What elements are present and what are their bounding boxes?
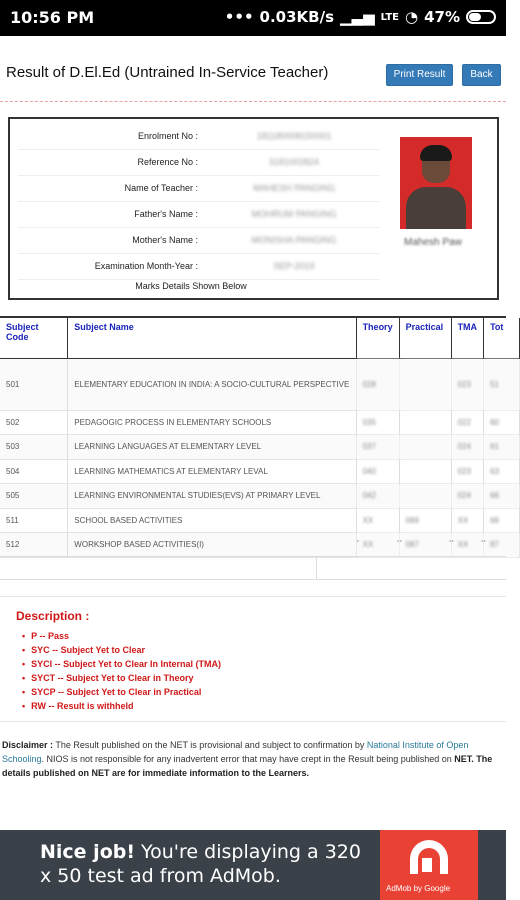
cell-theory: 035	[356, 410, 399, 435]
info-value: MONISHA PANGING	[208, 227, 380, 253]
lte-label: LTE	[380, 11, 399, 23]
table-row	[0, 435, 520, 460]
info-row	[18, 175, 380, 201]
student-info-box	[8, 117, 499, 300]
student-info-table	[18, 123, 380, 280]
signal-icon: ▁▃▅	[340, 8, 375, 26]
cell-tma: 023	[451, 459, 484, 484]
status-time: 10:56 PM	[10, 8, 95, 27]
description-title: Description :	[16, 609, 90, 623]
student-signature: Mahesh Paw	[404, 237, 462, 248]
info-label: Examination Month-Year :	[18, 253, 208, 279]
disclaimer-label: Disclaimer :	[2, 740, 54, 750]
col-tma: TMA	[451, 318, 484, 358]
cell-name: PEDAGOGIC PROCESS IN ELEMENTARY SCHOOLS	[68, 410, 356, 435]
cell-code: 512	[0, 533, 68, 558]
status-icons	[225, 8, 496, 26]
ad-banner[interactable]	[0, 830, 506, 900]
info-label: Name of Teacher :	[18, 175, 208, 201]
info-value: MOHRUM PANGING	[208, 201, 380, 227]
info-row	[18, 201, 380, 227]
cell-practical	[399, 410, 451, 435]
cell-practical: 087	[399, 533, 451, 558]
cell-code: 511	[0, 508, 68, 533]
cell-name: WORKSHOP BASED ACTIVITIES(I)	[68, 533, 356, 558]
table-row	[0, 484, 520, 509]
ad-headline: Nice job!	[40, 841, 136, 863]
info-label: Mother's Name :	[18, 227, 208, 253]
info-value: 3181002824	[208, 149, 380, 175]
battery-icon	[466, 10, 496, 24]
table-row	[0, 533, 520, 558]
photo-hair	[420, 145, 452, 161]
col-subject-code: Subject Code	[0, 318, 68, 358]
col-total: Tot	[484, 318, 520, 358]
cell-tma: XX	[451, 533, 484, 558]
cell-theory: 028	[356, 358, 399, 410]
cell-theory: XX	[356, 508, 399, 533]
table-row	[0, 410, 520, 435]
cell-name: LEARNING ENVIRONMENTAL STUDIES(EVS) AT PRIMARY LEVEL	[68, 484, 356, 509]
cell-practical: 069	[399, 508, 451, 533]
cell-total: 63	[484, 459, 520, 484]
nios-link[interactable]: National Institute of Open Schooling	[2, 740, 469, 764]
print-result-button[interactable]: Print Result	[386, 64, 453, 86]
back-button[interactable]: Back	[462, 64, 501, 86]
network-speed: 0.03KB/s	[259, 8, 335, 26]
battery-percent: 47%	[424, 8, 460, 26]
disclaimer-text-1: The Result published on the NET is provisional and subject to confirmation by	[53, 740, 367, 750]
table-row	[0, 508, 520, 533]
admob-logo[interactable]	[380, 830, 478, 900]
net-text: NET	[454, 754, 472, 764]
cell-total: 60	[484, 410, 520, 435]
cell-practical	[399, 358, 451, 410]
student-photo	[400, 137, 472, 229]
cell-practical	[399, 484, 451, 509]
cell-name: SCHOOL BASED ACTIVITIES	[68, 508, 356, 533]
cell-code: 504	[0, 459, 68, 484]
description-list	[22, 631, 221, 715]
table-row	[0, 459, 520, 484]
summary-row	[0, 556, 506, 580]
info-row	[18, 227, 380, 253]
marks-table	[0, 318, 520, 558]
cell-code: 502	[0, 410, 68, 435]
disclaimer	[2, 738, 504, 780]
description-item: • SYC -- Subject Yet to Clear	[22, 645, 221, 659]
admob-icon-stem	[422, 858, 432, 872]
info-value: 181180008150001	[208, 123, 380, 149]
disclaimer-text-3: . The details published on NET are for immediate information to the Learners.	[2, 754, 493, 778]
cell-total: 51	[484, 358, 520, 410]
cell-code: 503	[0, 435, 68, 460]
col-practical: Practical	[399, 318, 451, 358]
info-value: MAHESH PANGING	[208, 175, 380, 201]
cell-tma: 022	[451, 410, 484, 435]
cell-total: 66	[484, 484, 520, 509]
description-section	[0, 596, 506, 722]
info-row	[18, 149, 380, 175]
table-row	[0, 358, 520, 410]
cell-total: 61	[484, 435, 520, 460]
cell-tma: XX	[451, 508, 484, 533]
photo-body	[406, 187, 466, 229]
info-row	[18, 123, 380, 149]
ad-body: You're displaying a 320 x 50 test ad from AdMob.	[40, 841, 361, 887]
cell-tma: 024	[451, 435, 484, 460]
page-header	[0, 36, 506, 102]
cell-name: LEARNING LANGUAGES AT ELEMENTARY LEVEL	[68, 435, 356, 460]
cell-theory: XX	[356, 533, 399, 558]
status-bar	[0, 0, 506, 36]
cell-theory: 037	[356, 435, 399, 460]
more-dots-icon: •••	[224, 8, 254, 26]
description-item: • SYCI -- Subject Yet to Clear In Internal (TMA)	[22, 659, 221, 673]
info-value: SEP-2019	[208, 253, 380, 279]
marks-table-container[interactable]	[0, 316, 506, 550]
cell-theory: 040	[356, 459, 399, 484]
page-title: Result of D.El.Ed (Untrained In-Service Teacher)	[6, 64, 329, 81]
description-item: • P -- Pass	[22, 631, 221, 645]
col-subject-name: Subject Name	[68, 318, 356, 358]
description-item: • SYCT -- Subject Yet to Clear in Theory	[22, 673, 221, 687]
marks-note: Marks Details Shown Below	[135, 281, 247, 291]
cell-code: 501	[0, 358, 68, 410]
cell-total: 69	[484, 508, 520, 533]
cell-code: 505	[0, 484, 68, 509]
info-label: Reference No :	[18, 149, 208, 175]
info-row	[18, 253, 380, 279]
cell-tma: 023	[451, 358, 484, 410]
col-theory: Theory	[356, 318, 399, 358]
cell-theory: 042	[356, 484, 399, 509]
wifi-icon: ◔	[405, 8, 419, 26]
description-item: • RW -- Result is withheld	[22, 701, 221, 715]
ad-text	[40, 840, 370, 888]
cell-total: 87	[484, 533, 520, 558]
description-item: • SYCP -- Subject Yet to Clear in Practical	[22, 687, 221, 701]
cell-name: LEARNING MATHEMATICS AT ELEMENTARY LEVAL	[68, 459, 356, 484]
cell-tma: 024	[451, 484, 484, 509]
info-label: Father's Name :	[18, 201, 208, 227]
admob-brand: AdMob by Google	[386, 884, 451, 893]
marks-header-row	[0, 318, 520, 358]
info-label: Enrolment No :	[18, 123, 208, 149]
cell-practical	[399, 459, 451, 484]
cell-name: ELEMENTARY EDUCATION IN INDIA: A SOCIO-CULTURAL PERSPECTIVE	[68, 358, 356, 410]
cell-practical	[399, 435, 451, 460]
disclaimer-text-2: . NIOS is not responsible for any inadvertent error that may have crept in the Result being published on	[41, 754, 455, 764]
